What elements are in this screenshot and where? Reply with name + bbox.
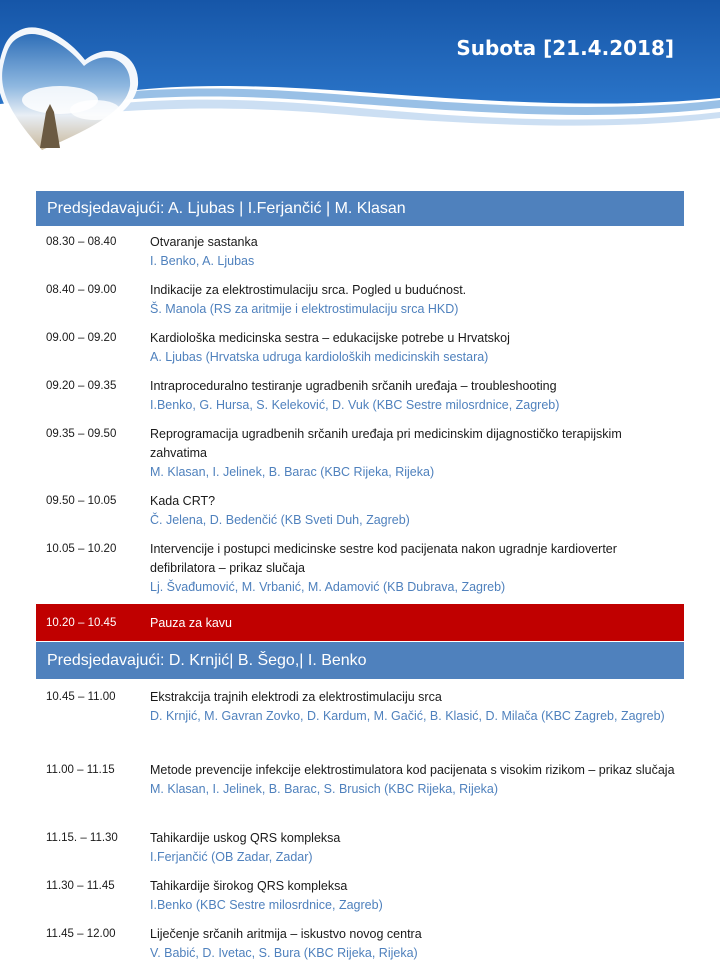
talk-speakers: I.Benko (KBC Sestre milosrdnice, Zagreb) — [150, 898, 383, 912]
break-title: Pauza za kavu — [150, 616, 232, 630]
page-title: Subota [21.4.2018] — [456, 36, 674, 60]
time-slot: 09.20 – 09.35 — [46, 380, 117, 392]
talk-speakers: V. Babić, D. Ivetac, S. Bura (KBC Rijeka, Rijeka) — [150, 946, 418, 960]
talk-title: Kada CRT? — [150, 494, 216, 508]
table-row — [36, 823, 684, 871]
time-slot: 10.05 – 10.20 — [46, 543, 117, 555]
table-row — [36, 419, 684, 486]
talk-title: Ekstrakcija trajnih elektrodi za elektrostimulaciju srca — [150, 690, 442, 704]
talk-title: Indikacije za elektrostimulaciju srca. Pogled u budućnost. — [150, 283, 467, 297]
time-slot: 09.50 – 10.05 — [46, 495, 117, 507]
talk-speakers: I.Benko, G. Hursa, S. Keleković, D. Vuk (KBC Sestre milosrdnice, Zagreb) — [150, 398, 560, 412]
talk-title: Metode prevencije infekcije elektrostimulatora kod pacijenata s visokim rizikom – prikaz slučaja — [150, 763, 675, 777]
talk-title: Intervencije i postupci medicinske sestre kod pacijenata nakon ugradnje kardioverter defibrilatora – prikaz slučaja — [150, 542, 617, 575]
talk-title: Reprogramacija ugradbenih srčanih uređaja pri medicinskim dijagnostičko terapijskim zahvatima — [150, 427, 622, 460]
talk-content — [150, 877, 684, 918]
talk-content — [150, 925, 684, 966]
talk-title: Intraproceduralno testiranje ugradbenih srčanih uređaja – troubleshooting — [150, 379, 557, 393]
table-row — [36, 919, 684, 967]
table-row — [36, 323, 684, 371]
talk-speakers: D. Krnjić, M. Gavran Zovko, D. Kardum, M. Gačić, B. Klasić, D. Milača (KBC Zagreb, Zagreb) — [150, 709, 665, 723]
header-wave-graphic — [0, 0, 720, 160]
time-slot: 11.30 – 11.45 — [46, 880, 115, 892]
talk-content — [150, 829, 684, 870]
header-banner — [0, 0, 720, 160]
talk-title: Liječenje srčanih aritmija – iskustvo novog centra — [150, 927, 422, 941]
table-row — [36, 534, 684, 604]
table-row — [36, 755, 684, 823]
time-slot: 10.20 – 10.45 — [46, 617, 117, 629]
talk-content — [150, 540, 684, 603]
program-table — [36, 191, 684, 967]
time-slot: 11.15. – 11.30 — [46, 832, 118, 844]
talk-speakers: Š. Manola (RS za aritmije i elektrostimulaciju srca HKD) — [150, 302, 459, 316]
talk-speakers: A. Ljubas (Hrvatska udruga kardioloških medicinskih sestara) — [150, 350, 489, 364]
talk-content — [150, 377, 684, 418]
talk-content — [150, 329, 684, 370]
table-row — [36, 871, 684, 919]
time-slot: 11.45 – 12.00 — [46, 928, 116, 940]
table-row — [36, 680, 684, 755]
talk-content — [150, 761, 684, 822]
table-row — [36, 275, 684, 323]
talk-speakers: M. Klasan, I. Jelinek, B. Barac (KBC Rijeka, Rijeka) — [150, 465, 435, 479]
session-chair-2: Predsjedavajući: D. Krnjić| B. Šego,| I. Benko — [36, 642, 684, 680]
table-row — [36, 486, 684, 534]
session-chair-1: Predsjedavajući: A. Ljubas | I.Ferjančić | M. Klasan — [36, 191, 684, 227]
time-slot: 08.40 – 09.00 — [46, 284, 117, 296]
time-slot: 09.35 – 09.50 — [46, 428, 117, 440]
time-slot: 08.30 – 08.40 — [46, 236, 117, 248]
talk-speakers: I.Ferjančić (OB Zadar, Zadar) — [150, 850, 313, 864]
talk-content — [150, 492, 684, 533]
talk-content — [150, 604, 684, 641]
talk-content — [150, 688, 684, 754]
table-row — [36, 371, 684, 419]
talk-speakers: M. Klasan, I. Jelinek, B. Barac, S. Brusich (KBC Rijeka, Rijeka) — [150, 782, 499, 796]
time-slot: 11.00 – 11.15 — [46, 764, 115, 776]
time-slot: 09.00 – 09.20 — [46, 332, 117, 344]
table-row — [36, 227, 684, 275]
talk-title: Tahikardije širokog QRS kompleksa — [150, 879, 348, 893]
talk-content — [150, 233, 684, 274]
talk-speakers: I. Benko, A. Ljubas — [150, 254, 255, 268]
coffee-break-row — [36, 604, 684, 642]
talk-title: Otvaranje sastanka — [150, 235, 258, 249]
time-slot: 10.45 – 11.00 — [46, 691, 116, 703]
talk-content — [150, 281, 684, 322]
talk-content — [150, 425, 684, 485]
talk-speakers: Č. Jelena, D. Bedenčić (KB Sveti Duh, Zagreb) — [150, 513, 410, 527]
talk-title: Kardiološka medicinska sestra – edukacijske potrebe u Hrvatskoj — [150, 331, 510, 345]
talk-speakers: Lj. Švađumović, M. Vrbanić, M. Adamović (KB Dubrava, Zagreb) — [150, 580, 506, 594]
talk-title: Tahikardije uskog QRS kompleksa — [150, 831, 341, 845]
